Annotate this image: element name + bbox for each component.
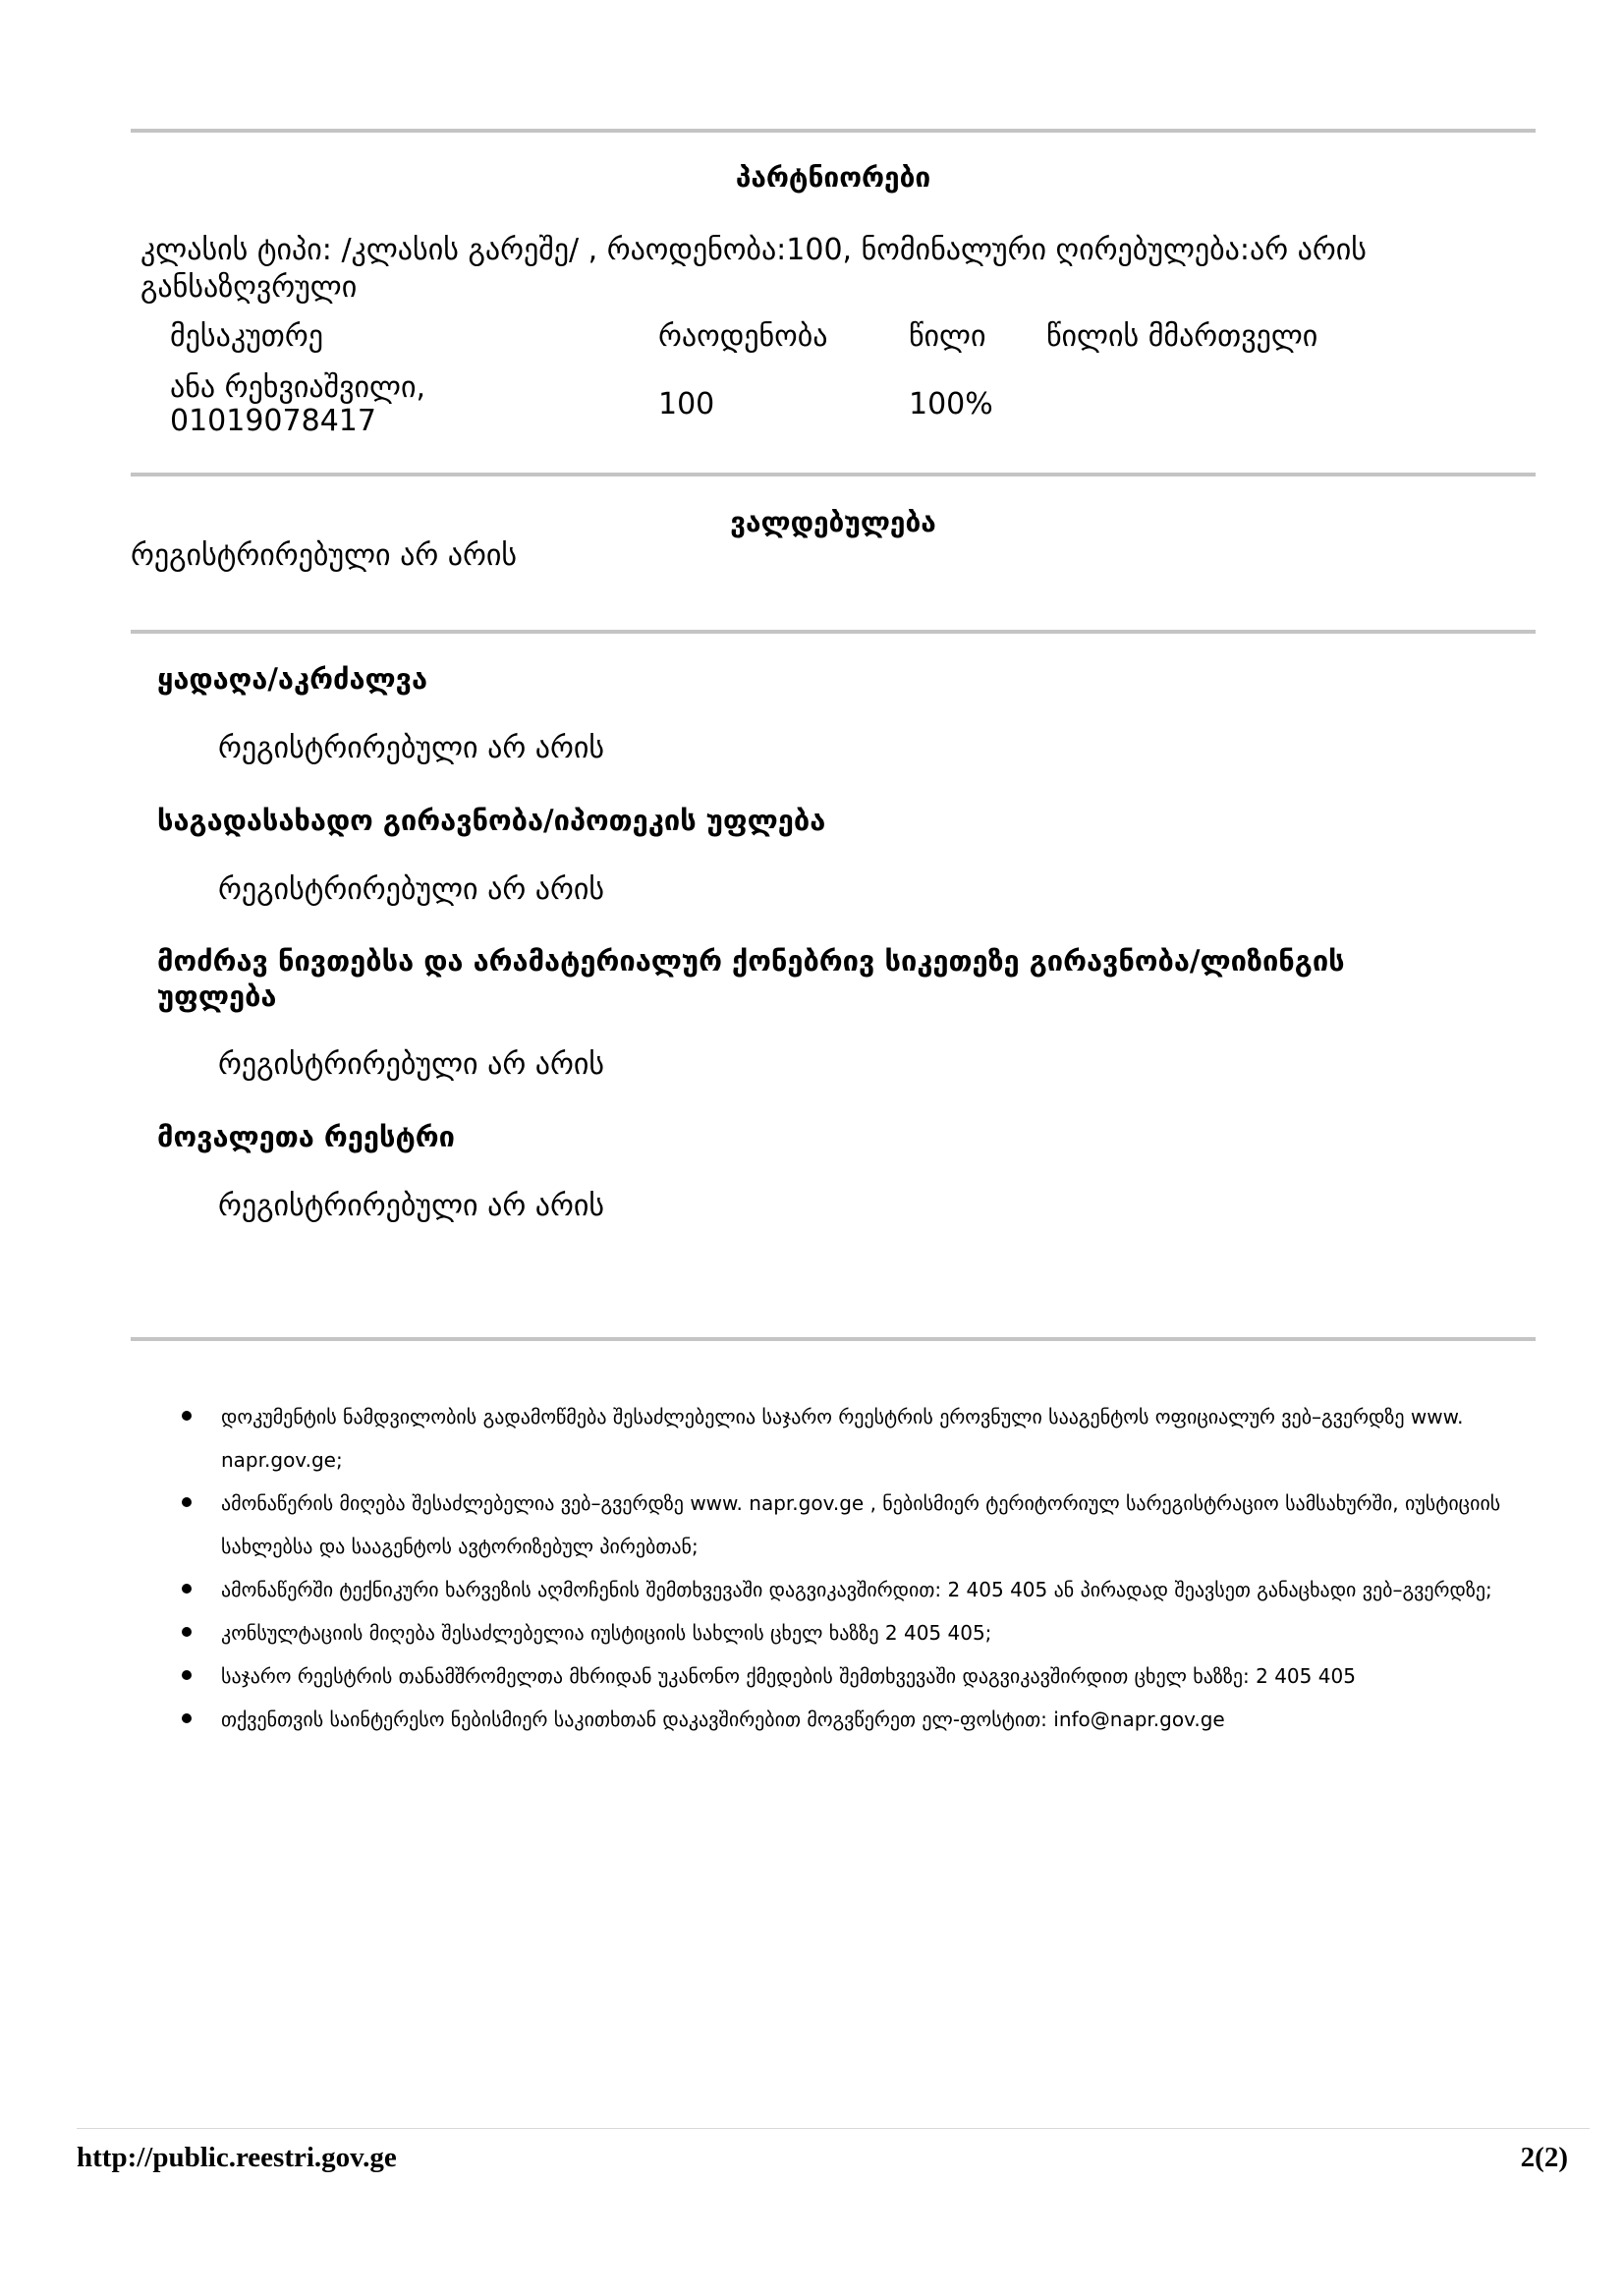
bullet-icon	[182, 1497, 192, 1507]
obligation-title: ვალდებულება	[730, 506, 936, 538]
bullet-icon	[182, 1670, 192, 1680]
debtors-registry-title: მოვალეთა რეესტრი	[157, 1120, 455, 1153]
header-quantity: რაოდენობა	[658, 319, 828, 354]
mortgage-title: საგადასახადო გირავნობა/იპოთეკის უფლება	[157, 804, 826, 837]
pledge-leasing-title: მოძრავ ნივთებსა და არამატერიალურ ქონებრივ სიკეთეზე გირავნობა/ლიზინგის	[157, 944, 1345, 978]
owner-share: 100%	[909, 387, 993, 421]
note-text: დოკუმენტის ნამდვილობის გადამოწმება შესაძლებელია საჯარო რეესტრის ეროვნული სააგენტოს ოფიციალურ ვებ–გვერდზე www.	[221, 1405, 1464, 1428]
mortgage-status: რეგისტრირებული არ არის	[218, 872, 605, 907]
partners-title: პარტნიორები	[735, 161, 931, 194]
header-share: წილი	[909, 319, 986, 354]
arrest-status: რეგისტრირებული არ არის	[218, 731, 605, 765]
owner-id: 01019078417	[170, 404, 376, 438]
pledge-leasing-title-cont: უფლება	[157, 980, 277, 1013]
owner-quantity: 100	[658, 387, 715, 421]
list-item	[177, 1568, 1552, 1611]
header-share-manager: წილის მმართველი	[1046, 319, 1318, 354]
arrest-title: ყადაღა/აკრძალვა	[157, 662, 428, 696]
footer-divider	[77, 2128, 1590, 2129]
obligation-status: რეგისტრირებული არ არის	[131, 538, 518, 573]
bullet-icon	[182, 1627, 192, 1637]
note-text: სახლებსა და სააგენტოს ავტორიზებულ პირებთან;	[221, 1535, 699, 1558]
list-item	[177, 1654, 1552, 1698]
list-item	[177, 1698, 1552, 1741]
note-text: napr.gov.ge;	[221, 1448, 343, 1472]
pledge-leasing-status: რეგისტრირებული არ არის	[218, 1047, 605, 1082]
bullet-icon	[182, 1584, 192, 1594]
divider	[131, 1337, 1536, 1341]
list-item	[177, 1482, 1552, 1568]
divider	[131, 630, 1536, 634]
note-text: ამონაწერის მიღება შესაძლებელია ვებ–გვერდზე www. napr.gov.ge , ნებისმიერ ტერიტორიულ სარეგისტრაციო სამსახურში, იუსტიციის	[221, 1491, 1501, 1515]
owner-name: ანა რეხვიაშვილი,	[170, 370, 426, 405]
note-text: კონსულტაციის მიღება შესაძლებელია იუსტიციის სახლის ცხელ ხაზზე 2 405 405;	[221, 1621, 992, 1645]
list-item	[177, 1611, 1552, 1654]
debtors-registry-status: რეგისტრირებული არ არის	[218, 1189, 605, 1223]
bullet-icon	[182, 1713, 192, 1723]
page-number: 2(2)	[1520, 2142, 1568, 2173]
divider	[131, 129, 1536, 133]
note-text: საჯარო რეესტრის თანამშრომელთა მხრიდან უკანონო ქმედების შემთხვევაში დაგვიკავშირდით ცხელ ხაზზე: 2 405 405	[221, 1664, 1356, 1688]
notes-list	[177, 1395, 1552, 1741]
class-info: კლასის ტიპი: /კლასის გარეშე/ , რაოდენობა:100, ნომინალური ღირებულება:არ არის განსაზღვრული	[140, 233, 1367, 305]
header-owner: მესაკუთრე	[170, 319, 323, 354]
list-item	[177, 1395, 1552, 1482]
note-text: თქვენთვის საინტერესო ნებისმიერ საკითხთან დაკავშირებით მოგვწერეთ ელ-ფოსტით: info@napr.gov.ge	[221, 1708, 1225, 1731]
divider	[131, 473, 1536, 476]
bullet-icon	[182, 1411, 192, 1421]
note-text: ამონაწერში ტექნიკური ხარვეზის აღმოჩენის შემთხვევაში დაგვიკავშირდით: 2 405 405 ან პირადად შეავსეთ განაცხადი ვებ–გვერდზე;	[221, 1578, 1492, 1601]
footer-url: http://public.reestri.gov.ge	[77, 2142, 397, 2173]
